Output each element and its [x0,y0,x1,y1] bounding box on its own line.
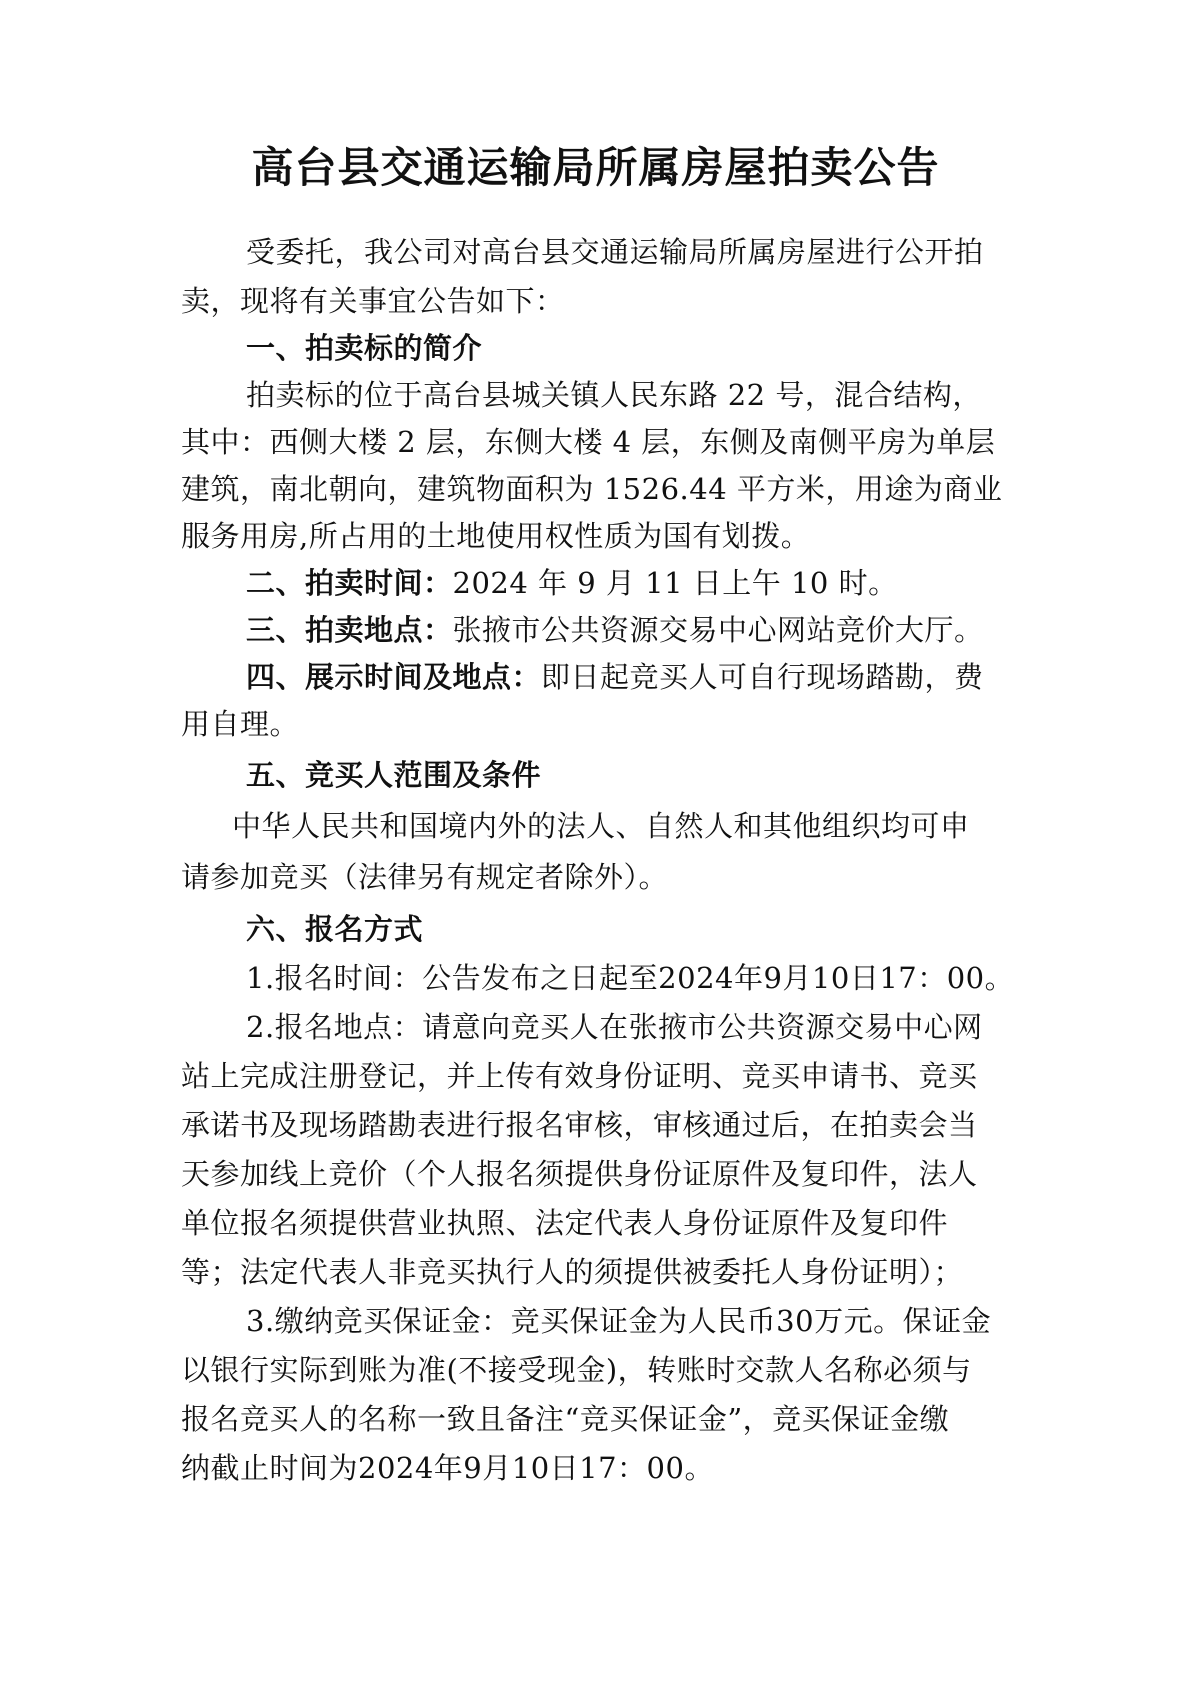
section-heading: 一、拍卖标的简介 [246,331,483,365]
document-title: 高台县交通运输局所属房屋拍卖公告 [251,143,940,192]
list-item: 3.缴纳竞买保证金：竞买保证金为人民币30万元。保证金 [246,1304,992,1338]
paragraph-line: 等；法定代表人非竞买执行人的须提供被委托人身份证明）； [181,1255,964,1289]
paragraph-line: 站上完成注册登记，并上传有效身份证明、竞买申请书、竞买 [181,1059,978,1093]
paragraph-line: 中华人民共和国境内外的法人、自然人和其他组织均可申 [232,809,970,843]
section-text: 张掖市公共资源交易中心网站竞价大厅。 [452,613,984,647]
paragraph-line: 报名竞买人的名称一致且备注“竞买保证金”，竞买保证金缴 [181,1402,950,1436]
section-text: 即日起竞买人可自行现场踏勘，费 [541,660,984,694]
paragraph-line: 用自理。 [181,707,300,741]
section-heading: 三、拍卖地点： [246,613,453,647]
section-heading: 五、竞买人范围及条件 [246,758,542,792]
intro-line: 卖，现将有关事宜公告如下： [181,284,565,318]
intro-line: 受委托，我公司对高台县交通运输局所属房屋进行公开拍 [246,235,984,269]
paragraph-line: 承诺书及现场踏勘表进行报名审核，审核通过后，在拍卖会当 [181,1108,978,1142]
section-heading: 六、报名方式 [246,912,424,946]
section-heading: 二、拍卖时间： [246,566,453,600]
paragraph-line: 拍卖标的位于高台县城关镇人民东路 22 号，混合结构， [246,378,982,412]
section-line [246,655,984,699]
paragraph-line: 天参加线上竞价（个人报名须提供身份证原件及复印件，法人 [181,1157,978,1191]
section-line [246,561,898,605]
paragraph-line: 以银行实际到账为准(不接受现金)，转账时交款人名称必须与 [181,1353,972,1387]
paragraph-line: 建筑，南北朝向，建筑物面积为 1526.44 平方米，用途为商业 [181,472,1003,506]
paragraph-line: 服务用房,所占用的土地使用权性质为国有划拨。 [181,519,811,553]
list-item: 1.报名时间：公告发布之日起至2024年9月10日17：00。 [246,961,1015,995]
paragraph-line: 其中：西侧大楼 2 层，东侧大楼 4 层，东侧及南侧平房为单层 [181,425,996,459]
section-text: 2024 年 9 月 11 日上午 10 时。 [452,566,898,600]
paragraph-line: 单位报名须提供营业执照、法定代表人身份证原件及复印件 [181,1206,949,1240]
list-item: 2.报名地点：请意向竞买人在张掖市公共资源交易中心网 [246,1010,983,1044]
section-line [246,608,984,652]
paragraph-line: 纳截止时间为2024年9月10日17：00。 [181,1451,714,1485]
section-heading: 四、展示时间及地点： [246,660,542,694]
paragraph-line: 请参加竞买（法律另有规定者除外）。 [181,860,669,894]
